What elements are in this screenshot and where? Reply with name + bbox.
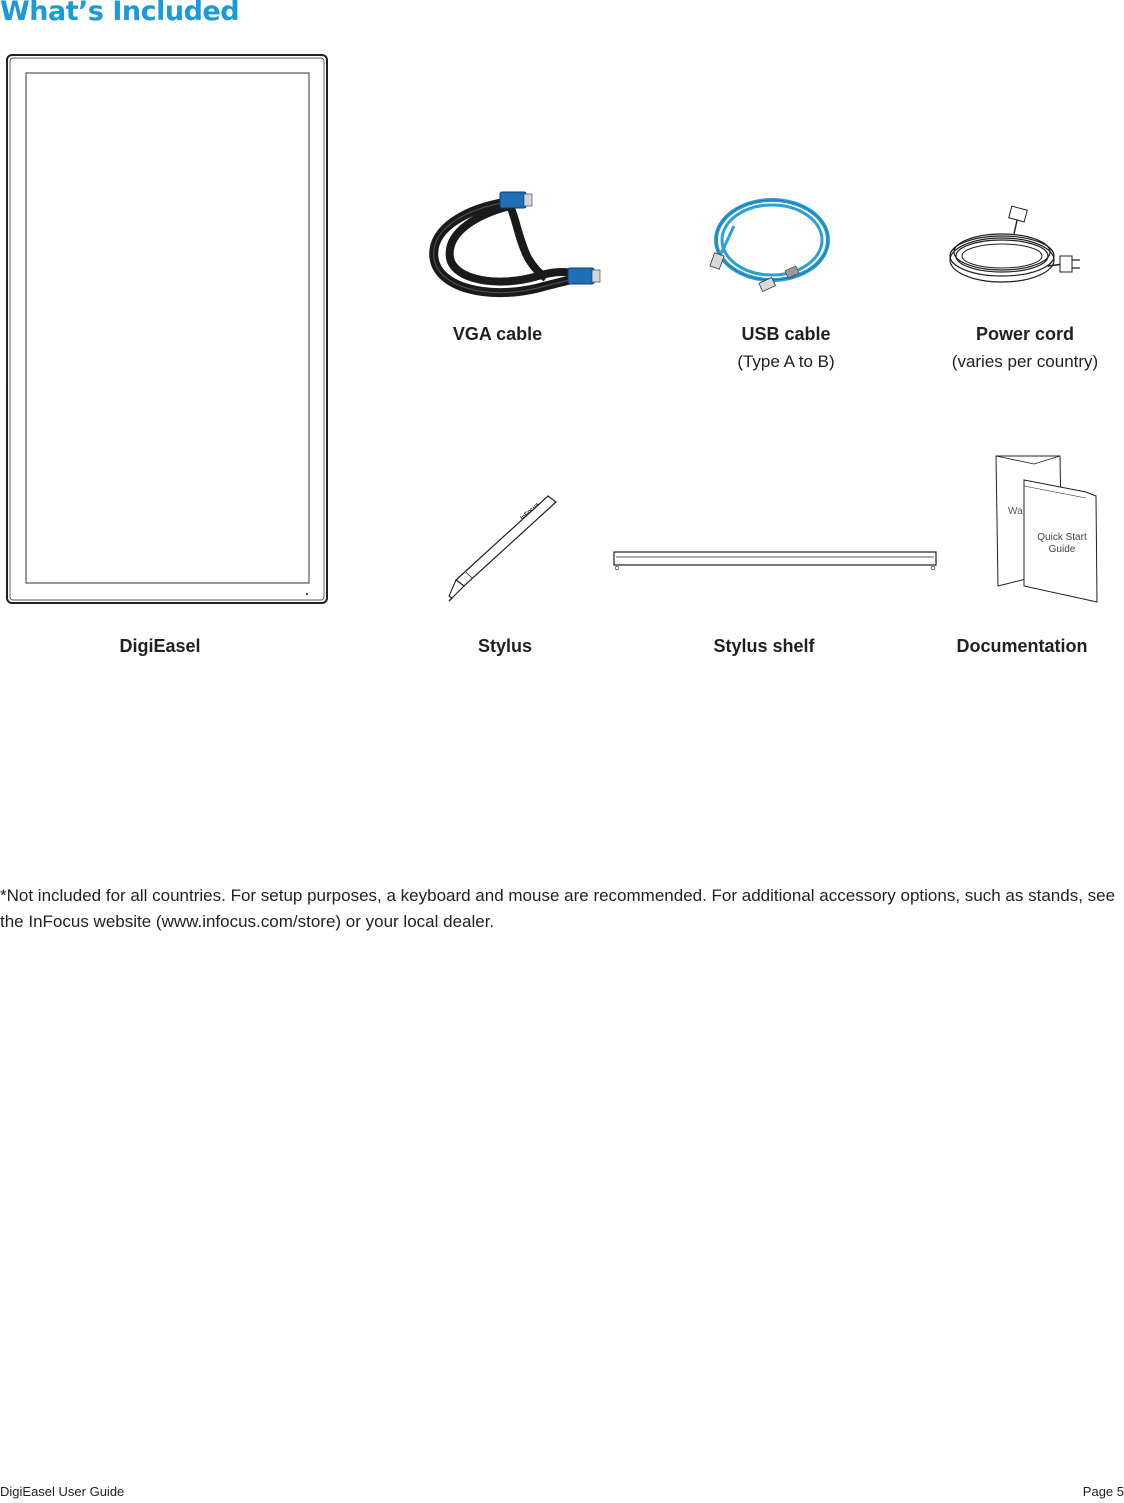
usb-cable-sub: (Type A to B)	[737, 352, 835, 371]
stylus-illustration	[444, 492, 564, 604]
vga-cable-illustration	[428, 188, 618, 308]
footer-page-number: Page 5	[1082, 1484, 1124, 1499]
doc-front-line2: Guide	[1048, 544, 1076, 555]
power-cord-illustration	[944, 206, 1090, 294]
power-cord-sub: (varies per country)	[951, 352, 1099, 371]
digieasel-label: DigiEasel	[119, 636, 201, 656]
documentation-illustration	[994, 452, 1100, 604]
footnote-text: *Not included for all countries. For setup purposes, a keyboard and mouse are recommended. For additional accessory options, such as stands, see the InFocus website (www.infocus.com/store) or your local dealer.	[0, 886, 1116, 931]
page-title: What’s Included	[0, 0, 240, 27]
power-cord-label: Power cord	[975, 324, 1075, 344]
doc-front-line1: Quick Start	[1037, 532, 1087, 543]
documentation-label: Documentation	[956, 636, 1088, 656]
digieasel-illustration	[6, 54, 330, 606]
vga-cable-label: VGA cable	[452, 324, 543, 344]
stylus-brand: InFocus	[519, 501, 541, 522]
stylus-shelf-label: Stylus shelf	[713, 636, 815, 656]
usb-cable-label: USB cable	[741, 324, 831, 344]
stylus-shelf-illustration	[612, 548, 938, 572]
footer-guide-name: DigiEasel User Guide	[0, 1484, 125, 1499]
stylus-label: Stylus	[477, 636, 533, 656]
usb-cable-illustration	[704, 196, 834, 300]
doc-back-text: Wa	[1008, 506, 1023, 517]
